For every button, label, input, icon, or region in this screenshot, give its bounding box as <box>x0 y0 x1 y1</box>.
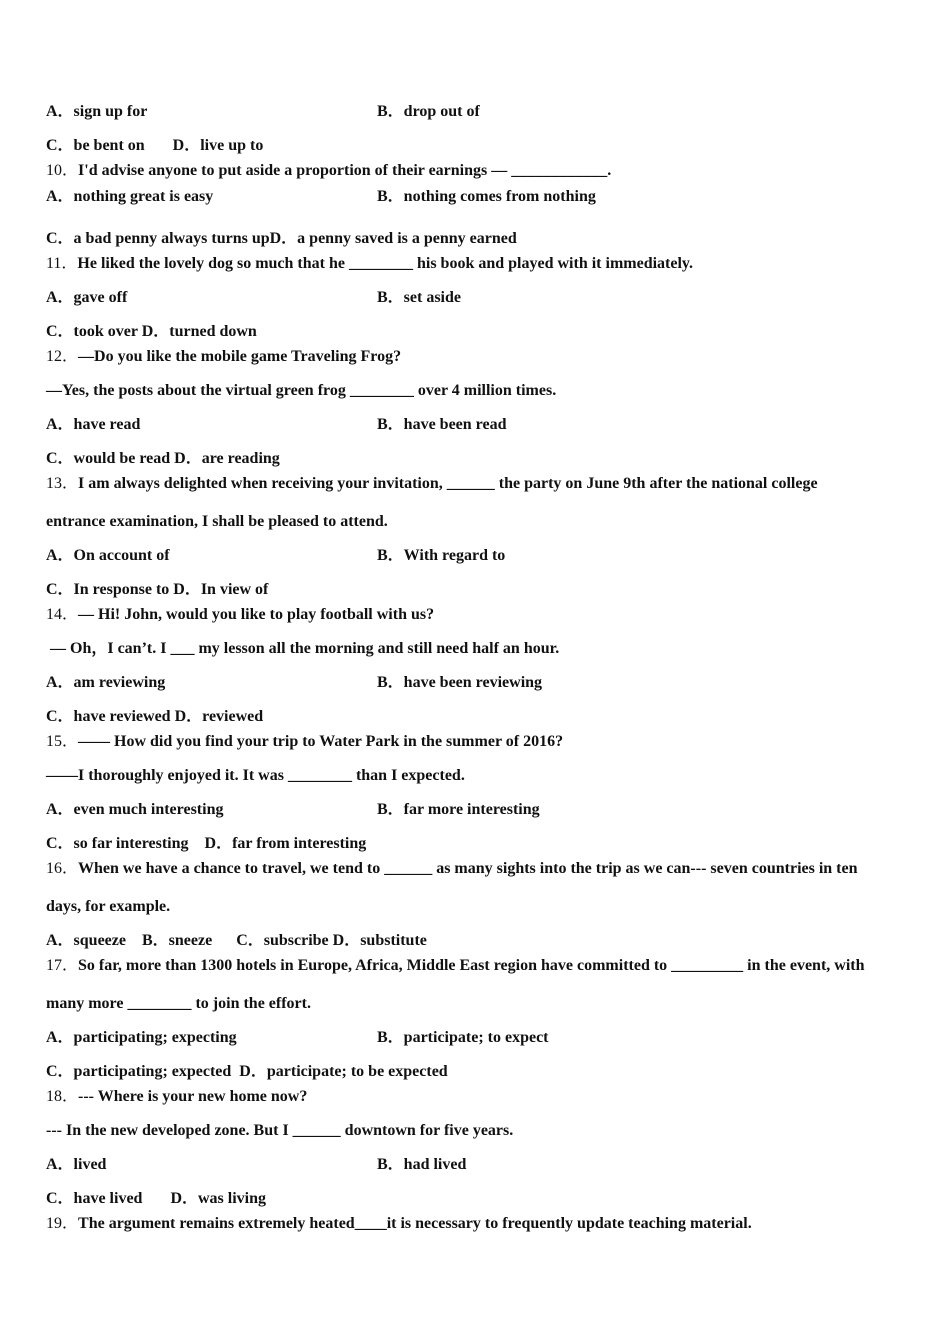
option-a-b-left: A．nothing great is easy <box>46 188 214 205</box>
option-a-b-left: A．even much interesting <box>46 801 224 818</box>
text-line <box>46 707 263 727</box>
question-number: 11． <box>46 255 78 272</box>
question-stem <box>46 956 865 976</box>
option-a-b-left: A．lived <box>46 1156 107 1173</box>
line-text: C．participating; expected D．participate; to be expected <box>46 1063 448 1080</box>
question-stem <box>46 1087 307 1107</box>
line-text: --- In the new developed zone. But I ______ downtown for five years. <box>46 1122 514 1139</box>
question-number: 10． <box>46 162 79 179</box>
text-line <box>46 136 263 156</box>
line-text: C．have reviewed D．reviewed <box>46 708 264 725</box>
text-line <box>46 381 556 401</box>
line-text: —— How did you find your trip to Water Park in the summer of 2016? <box>78 733 564 750</box>
question-stem <box>46 605 434 625</box>
line-text: --- Where is your new home now? <box>78 1088 308 1105</box>
text-line <box>46 639 559 659</box>
option-a-b-left: A．sign up for <box>46 103 148 120</box>
line-text: many more ________ to join the effort. <box>46 995 311 1012</box>
line-text: ——I thoroughly enjoyed it. It was ________ than I expected. <box>46 767 465 784</box>
line-text: I am always delighted when receiving your invitation, ______ the party on June 9th after the national college <box>78 475 818 492</box>
option-a-b-right: B．had lived <box>377 1156 467 1173</box>
option-a-b-left: A．participating; expecting <box>46 1029 237 1046</box>
question-number: 14． <box>46 606 79 623</box>
question-stem <box>46 859 858 879</box>
question-stem <box>46 732 563 752</box>
question-number: 15． <box>46 733 79 750</box>
question-stem <box>46 474 818 494</box>
option-a-b-right: B．set aside <box>377 289 462 306</box>
question-number: 18． <box>46 1088 79 1105</box>
question-number: 13． <box>46 475 79 492</box>
question-stem <box>46 347 401 367</box>
line-text: The argument remains extremely heated____it is necessary to frequently update teaching material. <box>78 1215 752 1232</box>
option-a-b-right: B．have been reviewing <box>377 674 543 691</box>
option-a-b-right: B．drop out of <box>377 103 480 120</box>
option-a-b-right: B．far more interesting <box>377 801 540 818</box>
question-number: 12． <box>46 348 79 365</box>
line-text: When we have a chance to travel, we tend to ______ as many sights into the trip as we can--- seven countries in ten <box>78 860 858 877</box>
text-line <box>46 580 268 600</box>
text-line <box>46 229 517 249</box>
question-stem <box>46 1214 752 1234</box>
text-line <box>46 834 366 854</box>
text-line <box>46 931 427 951</box>
line-text: C．took over D．turned down <box>46 323 257 340</box>
line-text: C．a bad penny always turns upD．a penny saved is a penny earned <box>46 230 517 247</box>
text-line <box>46 512 388 532</box>
option-a-b-left: A．am reviewing <box>46 674 166 691</box>
question-number: 19． <box>46 1215 79 1232</box>
line-text: days, for example. <box>46 898 171 915</box>
line-text: A．squeeze B．sneeze C．subscribe D．substitute <box>46 932 427 949</box>
question-number: 16． <box>46 860 79 877</box>
line-text: — Oh，I can’t. I ___ my lesson all the morning and still need half an hour. <box>46 640 560 657</box>
text-line <box>46 766 465 786</box>
option-a-b-left: A．have read <box>46 416 141 433</box>
option-a-b-right: B．nothing comes from nothing <box>377 188 596 205</box>
question-stem <box>46 161 611 181</box>
option-a-b-right: B．With regard to <box>377 547 506 564</box>
line-text: He liked the lovely dog so much that he ________ his book and played with it immediately. <box>77 255 694 272</box>
text-line <box>46 1189 266 1209</box>
text-line <box>46 449 280 469</box>
line-text: C．be bent on D．live up to <box>46 137 264 154</box>
text-line <box>46 994 311 1014</box>
question-stem <box>46 254 693 274</box>
line-text: —Yes, the posts about the virtual green frog ________ over 4 million times. <box>46 382 557 399</box>
option-a-b-left: A．gave off <box>46 289 128 306</box>
line-text: — Hi! John, would you like to play football with us? <box>78 606 435 623</box>
text-line <box>46 1062 448 1082</box>
text-line <box>46 1121 513 1141</box>
line-text: C．have lived D．was living <box>46 1190 267 1207</box>
text-line <box>46 897 170 917</box>
option-a-b-right: B．participate; to expect <box>377 1029 549 1046</box>
line-text: entrance examination, I shall be pleased to attend. <box>46 513 388 530</box>
line-text: So far, more than 1300 hotels in Europe, Africa, Middle East region have committed to _________ in the event, with <box>78 957 865 974</box>
line-text: —Do you like the mobile game Traveling Frog? <box>78 348 402 365</box>
line-text: C．so far interesting D．far from interesting <box>46 835 367 852</box>
line-text: C．would be read D．are reading <box>46 450 280 467</box>
question-number: 17． <box>46 957 79 974</box>
line-text: C．In response to D．In view of <box>46 581 269 598</box>
option-a-b-right: B．have been read <box>377 416 507 433</box>
line-text: I'd advise anyone to put aside a proportion of their earnings — ____________. <box>78 162 612 179</box>
option-a-b-left: A．On account of <box>46 547 170 564</box>
text-line <box>46 322 257 342</box>
